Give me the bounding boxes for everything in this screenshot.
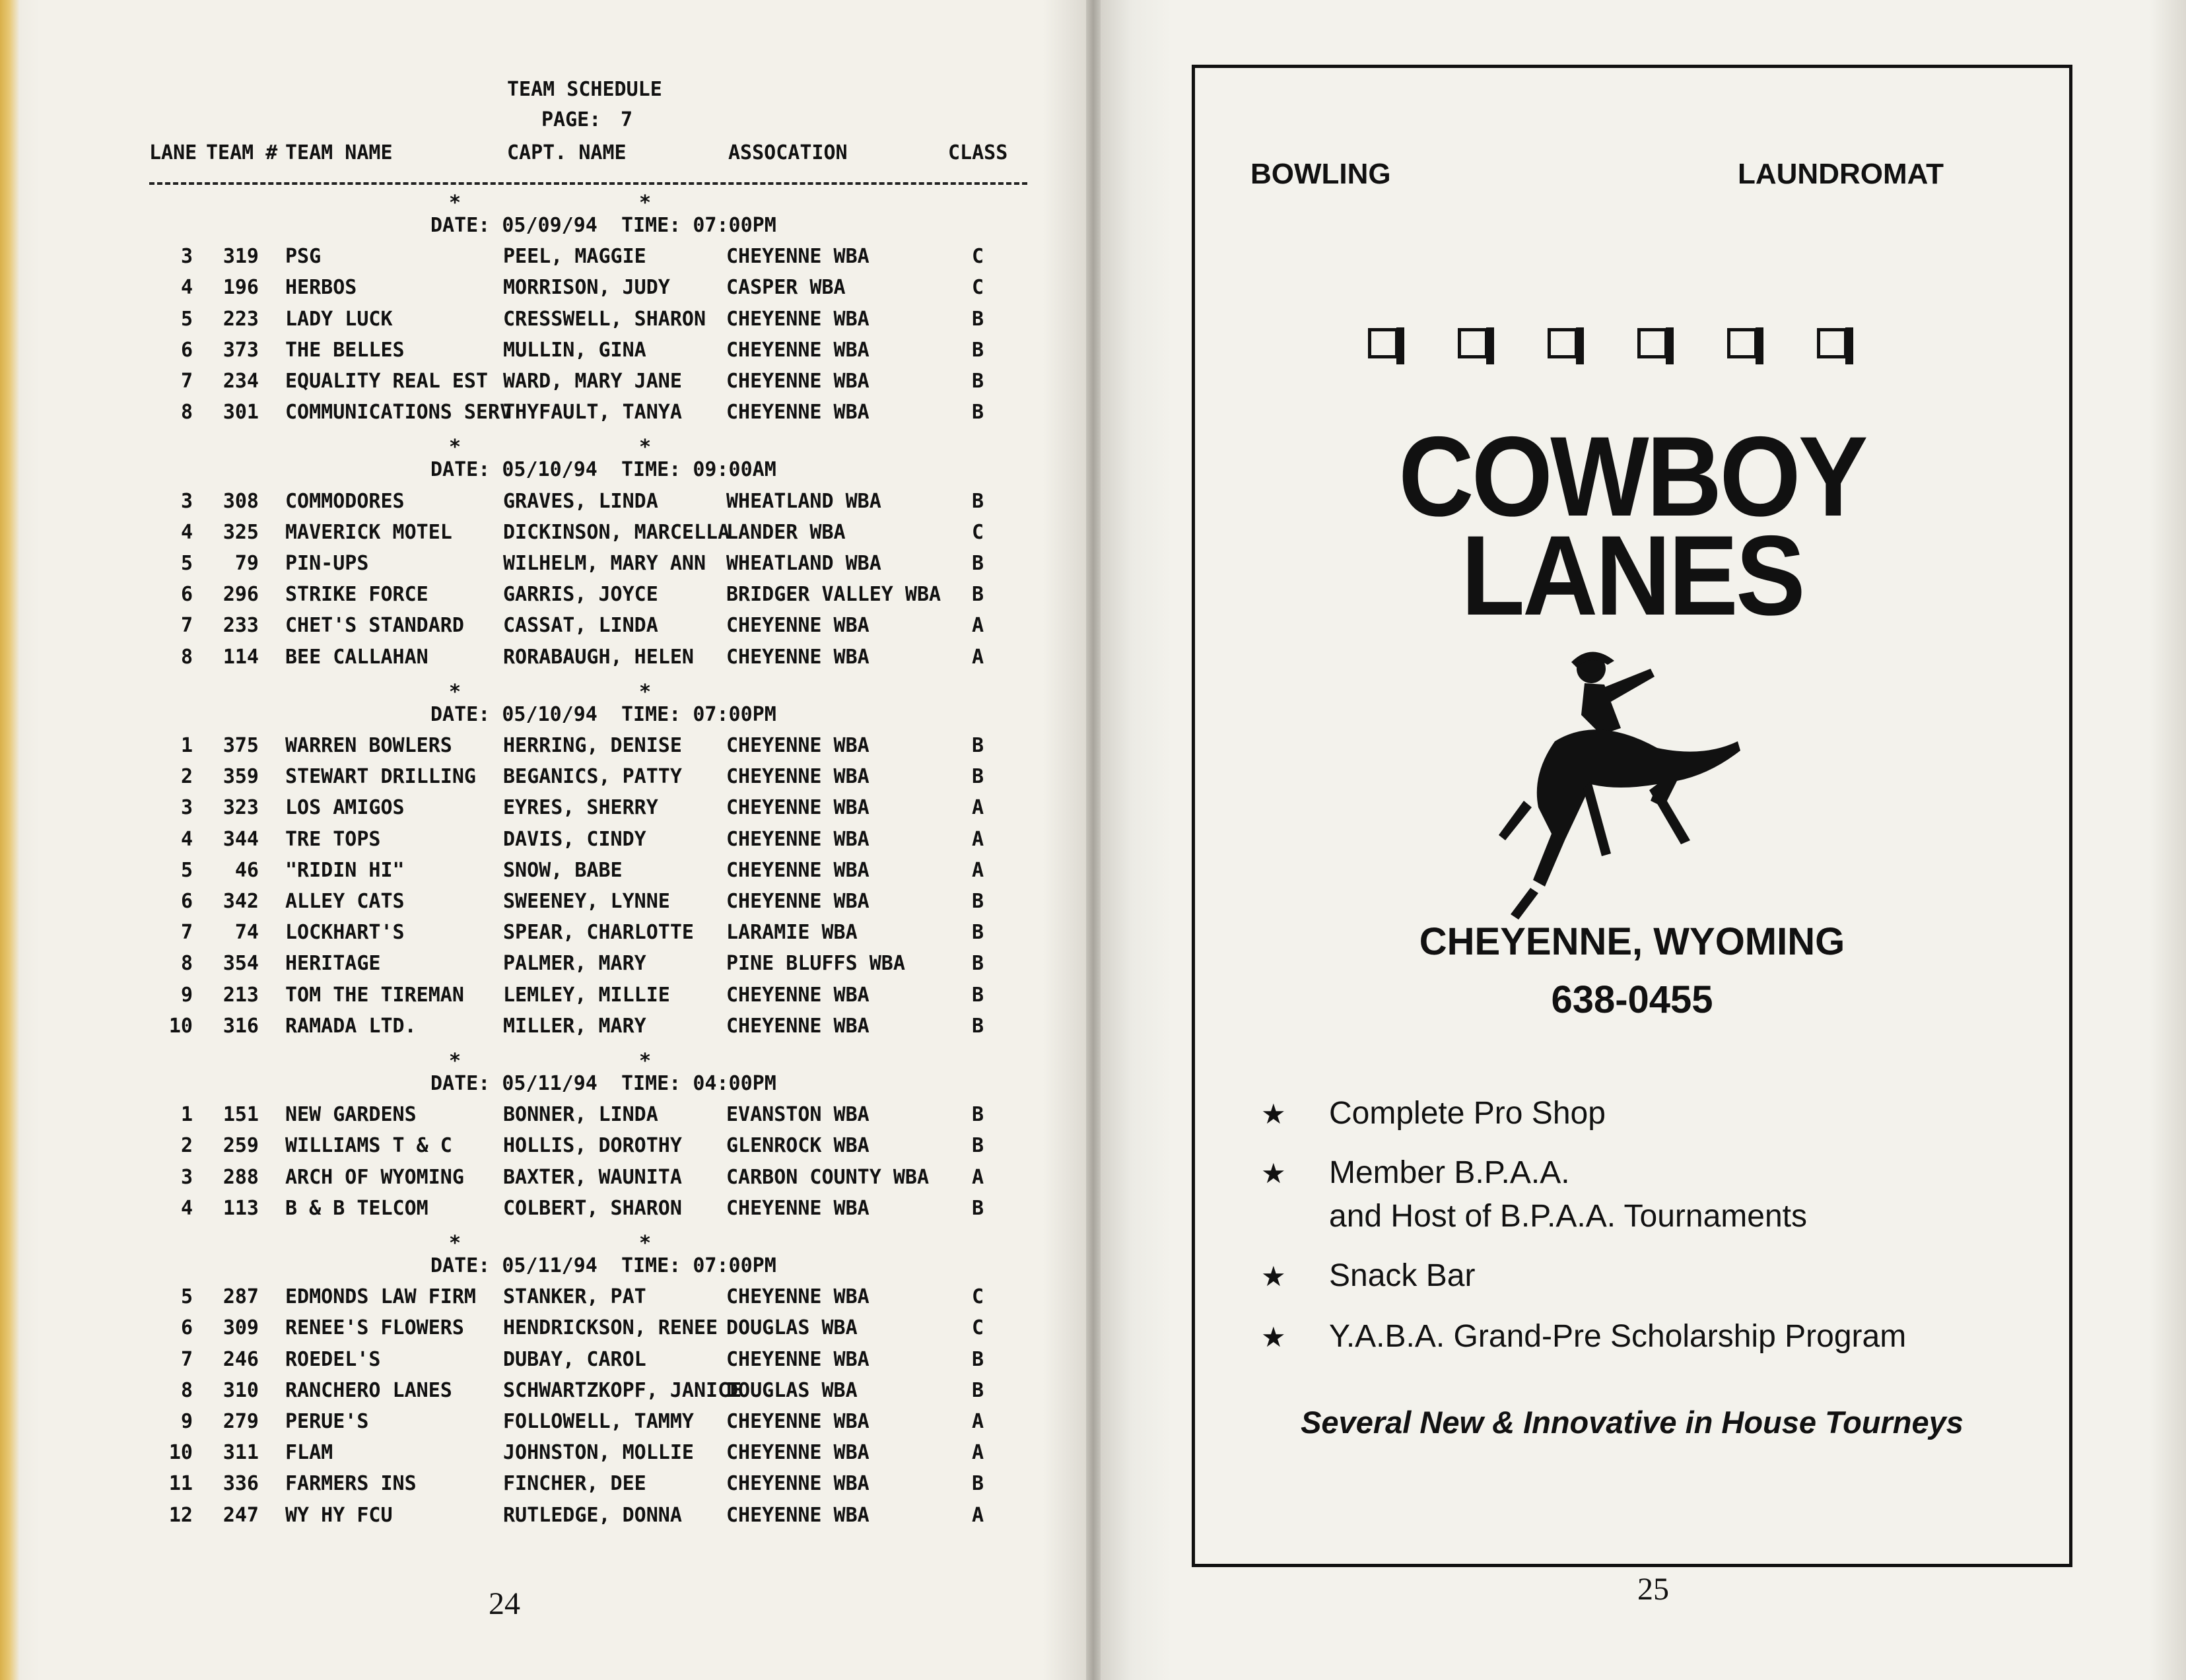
captain-name: BONNER, LINDA <box>503 1103 658 1127</box>
separator-star: * <box>449 1050 461 1073</box>
association: CHEYENNE WBA <box>726 1285 870 1309</box>
team-name: WILLIAMS T & C <box>285 1134 452 1158</box>
lane-number: 4 <box>180 827 193 851</box>
feature-yaba-program: Y.A.B.A. Grand-Pre Scholarship Program <box>1329 1319 1907 1354</box>
association: CHEYENNE WBA <box>726 1347 870 1371</box>
feature-pro-shop: Complete Pro Shop <box>1329 1096 1606 1131</box>
team-name: LOS AMIGOS <box>285 796 405 820</box>
captain-name: MULLIN, GINA <box>503 338 646 362</box>
captain-name: WILHELM, MARY ANN <box>503 552 706 575</box>
team-name: THE BELLES <box>285 338 405 362</box>
team-number: 223 <box>222 307 259 331</box>
lane-number: 10 <box>168 1014 193 1038</box>
class-code: B <box>972 1103 984 1127</box>
lane-number: 8 <box>180 401 193 424</box>
class-code: B <box>972 401 984 424</box>
team-number: 323 <box>222 796 259 820</box>
class-code: B <box>972 1196 984 1220</box>
session-date-time: DATE: 05/09/94 TIME: 07:00PM <box>430 214 776 237</box>
association: CHEYENNE WBA <box>726 1410 870 1433</box>
team-number: 296 <box>222 583 259 607</box>
team-name: NEW GARDENS <box>285 1103 417 1127</box>
team-name: STRIKE FORCE <box>285 583 428 607</box>
lane-number: 4 <box>180 276 193 300</box>
lane-number: 9 <box>180 1410 193 1433</box>
team-number: 375 <box>222 734 259 757</box>
team-name: "RIDIN HI" <box>285 858 405 882</box>
header-class: CLASS <box>948 141 1008 164</box>
class-code: B <box>972 552 984 575</box>
captain-name: WARD, MARY JANE <box>503 370 682 393</box>
class-code: C <box>972 520 984 544</box>
team-number: 233 <box>222 614 259 638</box>
page-label: PAGE: <box>541 108 601 131</box>
team-number: 342 <box>222 890 259 913</box>
captain-name: LEMLEY, MILLIE <box>503 983 670 1007</box>
captain-name: PALMER, MARY <box>503 952 646 976</box>
team-name: PSG <box>285 245 322 269</box>
team-name: HERBOS <box>285 276 357 300</box>
team-number: 310 <box>222 1378 259 1402</box>
captain-name: CRESSWELL, SHARON <box>503 307 706 331</box>
team-number: 288 <box>222 1165 259 1189</box>
association: CHEYENNE WBA <box>726 307 870 331</box>
team-name: RENEE'S FLOWERS <box>285 1316 464 1340</box>
lane-number: 7 <box>180 614 193 638</box>
team-number: 213 <box>222 983 259 1007</box>
class-code: B <box>972 765 984 789</box>
association: CHEYENNE WBA <box>726 245 870 269</box>
association: CHEYENNE WBA <box>726 401 870 424</box>
lane-number: 10 <box>168 1441 193 1465</box>
header-capt-name: CAPT. NAME <box>507 141 627 164</box>
lane-number: 5 <box>180 307 193 331</box>
captain-name: BEGANICS, PATTY <box>503 765 682 789</box>
team-name: WARREN BOWLERS <box>285 734 452 757</box>
association: CHEYENNE WBA <box>726 1441 870 1465</box>
lane-number: 6 <box>180 1316 193 1340</box>
phone-number: 638-0455 <box>1551 978 1713 1021</box>
session-date-time: DATE: 05/10/94 TIME: 09:00AM <box>430 458 776 482</box>
team-number: 151 <box>222 1103 259 1127</box>
association: CHEYENNE WBA <box>726 1503 870 1527</box>
separator-star: * <box>639 1050 652 1073</box>
team-number: 301 <box>222 401 259 424</box>
lane-number: 8 <box>180 645 193 669</box>
class-code: B <box>972 952 984 976</box>
captain-name: FINCHER, DEE <box>503 1472 646 1496</box>
schedule-title: TEAM SCHEDULE <box>507 78 662 101</box>
captain-name: RORABAUGH, HELEN <box>503 645 694 669</box>
association: CASPER WBA <box>726 276 846 300</box>
team-number: 79 <box>234 552 259 575</box>
team-name: COMMODORES <box>285 489 405 513</box>
lane-number: 9 <box>180 983 193 1007</box>
header-laundromat: LAUNDROMAT <box>1738 158 1944 190</box>
lane-number: 6 <box>180 338 193 362</box>
team-number: 113 <box>222 1196 259 1220</box>
class-code: B <box>972 1472 984 1496</box>
captain-name: DAVIS, CINDY <box>503 827 646 851</box>
captain-name: BAXTER, WAUNITA <box>503 1165 682 1189</box>
association: CHEYENNE WBA <box>726 614 870 638</box>
team-number: 308 <box>222 489 259 513</box>
cowboy-lanes-ad <box>1192 65 2072 1567</box>
captain-name: DUBAY, CAROL <box>503 1347 646 1371</box>
bowling-pins-graphic <box>1368 328 1916 368</box>
team-name: MAVERICK MOTEL <box>285 520 452 544</box>
team-name: WY HY FCU <box>285 1503 393 1527</box>
header-bowling: BOWLING <box>1250 158 1391 190</box>
association: BRIDGER VALLEY WBA <box>726 583 941 607</box>
separator-star: * <box>639 1232 652 1255</box>
association: DOUGLAS WBA <box>726 1316 858 1340</box>
class-code: B <box>972 983 984 1007</box>
team-number: 336 <box>222 1472 259 1496</box>
association: CHEYENNE WBA <box>726 858 870 882</box>
captain-name: DICKINSON, MARCELLA <box>503 520 730 544</box>
lane-number: 7 <box>180 921 193 945</box>
association: CHEYENNE WBA <box>726 827 870 851</box>
captain-name: PEEL, MAGGIE <box>503 245 646 269</box>
association: CHEYENNE WBA <box>726 983 870 1007</box>
team-name: ARCH OF WYOMING <box>285 1165 464 1189</box>
separator-star: * <box>449 191 461 215</box>
team-name: CHET'S STANDARD <box>285 614 464 638</box>
association: LARAMIE WBA <box>726 921 858 945</box>
page-number-right: 25 <box>1637 1572 1669 1607</box>
class-code: B <box>972 734 984 757</box>
team-name: BEE CALLAHAN <box>285 645 428 669</box>
class-code: A <box>972 796 984 820</box>
separator-star: * <box>639 191 652 215</box>
lane-number: 3 <box>180 245 193 269</box>
association: LANDER WBA <box>726 520 846 544</box>
tagline: Several New & Innovative in House Tourneys <box>1301 1405 1964 1440</box>
separator-star: * <box>639 680 652 704</box>
lane-number: 8 <box>180 952 193 976</box>
team-name: LOCKHART'S <box>285 921 405 945</box>
team-name: TOM THE TIREMAN <box>285 983 464 1007</box>
team-number: 196 <box>222 276 259 300</box>
team-number: 309 <box>222 1316 259 1340</box>
lane-number: 5 <box>180 858 193 882</box>
team-number: 316 <box>222 1014 259 1038</box>
class-code: A <box>972 1410 984 1433</box>
team-number: 114 <box>222 645 259 669</box>
team-name: EQUALITY REAL EST <box>285 370 489 393</box>
captain-name: JOHNSTON, MOLLIE <box>503 1441 694 1465</box>
team-number: 46 <box>234 858 259 882</box>
captain-name: RUTLEDGE, DONNA <box>503 1503 682 1527</box>
team-number: 246 <box>222 1347 259 1371</box>
captain-name: STANKER, PAT <box>503 1285 646 1309</box>
lane-number: 4 <box>180 1196 193 1220</box>
lane-number: 1 <box>180 1103 193 1127</box>
header-association: ASSOCATION <box>728 141 848 164</box>
captain-name: GRAVES, LINDA <box>503 489 658 513</box>
header-lane: LANE <box>149 141 197 164</box>
star-icon: ★ <box>1261 1158 1286 1189</box>
team-name: TRE TOPS <box>285 827 381 851</box>
star-icon: ★ <box>1261 1322 1286 1353</box>
team-number: 74 <box>234 921 259 945</box>
team-number: 259 <box>222 1134 259 1158</box>
class-code: C <box>972 1316 984 1340</box>
class-code: B <box>972 370 984 393</box>
team-name: FLAM <box>285 1441 333 1465</box>
lane-number: 11 <box>168 1472 193 1496</box>
class-code: B <box>972 583 984 607</box>
association: CHEYENNE WBA <box>726 338 870 362</box>
class-code: C <box>972 1285 984 1309</box>
association: CHEYENNE WBA <box>726 645 870 669</box>
class-code: B <box>972 1134 984 1158</box>
separator-star: * <box>449 680 461 704</box>
class-code: A <box>972 645 984 669</box>
separator-star: * <box>449 1232 461 1255</box>
captain-name: SPEAR, CHARLOTTE <box>503 921 694 945</box>
captain-name: MORRISON, JUDY <box>503 276 670 300</box>
association: WHEATLAND WBA <box>726 552 881 575</box>
team-number: 247 <box>222 1503 259 1527</box>
lane-number: 5 <box>180 1285 193 1309</box>
lane-number: 1 <box>180 734 193 757</box>
class-code: B <box>972 1378 984 1402</box>
lane-number: 6 <box>180 890 193 913</box>
team-name: B & B TELCOM <box>285 1196 428 1220</box>
team-name: PIN-UPS <box>285 552 369 575</box>
captain-name: HERRING, DENISE <box>503 734 682 757</box>
team-number: 319 <box>222 245 259 269</box>
star-icon: ★ <box>1261 1098 1286 1129</box>
lane-number: 4 <box>180 520 193 544</box>
city-text: CHEYENNE, WYOMING <box>1419 920 1845 963</box>
association: CHEYENNE WBA <box>726 734 870 757</box>
captain-name: GARRIS, JOYCE <box>503 583 658 607</box>
team-name: COMMUNICATIONS SERV <box>285 401 512 424</box>
class-code: A <box>972 1441 984 1465</box>
captain-name: HENDRICKSON, RENEE <box>503 1316 718 1340</box>
lane-number: 7 <box>180 1347 193 1371</box>
association: CHEYENNE WBA <box>726 1196 870 1220</box>
lane-number: 3 <box>180 489 193 513</box>
team-name: ROEDEL'S <box>285 1347 381 1371</box>
class-code: A <box>972 858 984 882</box>
class-code: B <box>972 307 984 331</box>
association: WHEATLAND WBA <box>726 489 881 513</box>
team-name: PERUE'S <box>285 1410 369 1433</box>
bronco-rider-icon <box>1492 642 1743 926</box>
association: DOUGLAS WBA <box>726 1378 858 1402</box>
class-code: B <box>972 1347 984 1371</box>
captain-name: SWEENEY, LYNNE <box>503 890 670 913</box>
team-number: 373 <box>222 338 259 362</box>
header-team-no: TEAM # <box>206 141 278 164</box>
captain-name: SCHWARTZKOPF, JANICE <box>503 1378 742 1402</box>
captain-name: SNOW, BABE <box>503 858 623 882</box>
team-name: ALLEY CATS <box>285 890 405 913</box>
class-code: B <box>972 1014 984 1038</box>
team-number: 325 <box>222 520 259 544</box>
separator-star: * <box>449 436 461 459</box>
class-code: A <box>972 1165 984 1189</box>
lane-number: 3 <box>180 1165 193 1189</box>
class-code: C <box>972 245 984 269</box>
page-number-left: 24 <box>489 1586 520 1621</box>
team-number: 311 <box>222 1441 259 1465</box>
captain-name: HOLLIS, DOROTHY <box>503 1134 682 1158</box>
session-date-time: DATE: 05/11/94 TIME: 07:00PM <box>430 1254 776 1277</box>
page-value: 7 <box>621 108 633 131</box>
lane-number: 5 <box>180 552 193 575</box>
lane-number: 2 <box>180 1134 193 1158</box>
team-number: 279 <box>222 1410 259 1433</box>
team-number: 359 <box>222 765 259 789</box>
captain-name: MILLER, MARY <box>503 1014 646 1038</box>
captain-name: COLBERT, SHARON <box>503 1196 682 1220</box>
association: EVANSTON WBA <box>726 1103 870 1127</box>
team-name: LADY LUCK <box>285 307 393 331</box>
team-number: 344 <box>222 827 259 851</box>
lane-number: 2 <box>180 765 193 789</box>
captain-name: THYFAULT, TANYA <box>503 401 682 424</box>
association: CARBON COUNTY WBA <box>726 1165 930 1189</box>
team-number: 234 <box>222 370 259 393</box>
team-name: FARMERS INS <box>285 1472 417 1496</box>
lane-number: 8 <box>180 1378 193 1402</box>
team-name: HERITAGE <box>285 952 381 976</box>
captain-name: EYRES, SHERRY <box>503 796 658 820</box>
association: PINE BLUFFS WBA <box>726 952 905 976</box>
team-name: STEWART DRILLING <box>285 765 476 789</box>
feature-host-bpaa: and Host of B.P.A.A. Tournaments <box>1329 1199 1807 1234</box>
team-name: RAMADA LTD. <box>285 1014 417 1038</box>
team-number: 354 <box>222 952 259 976</box>
class-code: B <box>972 338 984 362</box>
session-date-time: DATE: 05/10/94 TIME: 07:00PM <box>430 702 776 726</box>
logo-cowboy: COWBOY <box>1398 413 1866 540</box>
class-code: A <box>972 614 984 638</box>
class-code: C <box>972 276 984 300</box>
class-code: B <box>972 489 984 513</box>
feature-member-bpaa: Member B.P.A.A. <box>1329 1155 1570 1190</box>
captain-name: FOLLOWELL, TAMMY <box>503 1410 694 1433</box>
class-code: B <box>972 890 984 913</box>
star-icon: ★ <box>1261 1261 1286 1292</box>
team-name: EDMONDS LAW FIRM <box>285 1285 476 1309</box>
class-code: B <box>972 921 984 945</box>
header-team-name: TEAM NAME <box>285 141 393 164</box>
separator-star: * <box>639 436 652 459</box>
lane-number: 7 <box>180 370 193 393</box>
session-date-time: DATE: 05/11/94 TIME: 04:00PM <box>430 1072 776 1095</box>
lane-number: 3 <box>180 796 193 820</box>
feature-snack-bar: Snack Bar <box>1329 1258 1476 1293</box>
association: CHEYENNE WBA <box>726 765 870 789</box>
captain-name: CASSAT, LINDA <box>503 614 658 638</box>
lane-number: 12 <box>168 1503 193 1527</box>
association: CHEYENNE WBA <box>726 1014 870 1038</box>
association: CHEYENNE WBA <box>726 796 870 820</box>
logo-lanes: LANES <box>1461 512 1803 639</box>
association: CHEYENNE WBA <box>726 1472 870 1496</box>
association: GLENROCK WBA <box>726 1134 870 1158</box>
class-code: A <box>972 1503 984 1527</box>
association: CHEYENNE WBA <box>726 890 870 913</box>
team-name: RANCHERO LANES <box>285 1378 452 1402</box>
class-code: A <box>972 827 984 851</box>
header-divider <box>149 182 1027 185</box>
association: CHEYENNE WBA <box>726 370 870 393</box>
lane-number: 6 <box>180 583 193 607</box>
team-number: 287 <box>222 1285 259 1309</box>
